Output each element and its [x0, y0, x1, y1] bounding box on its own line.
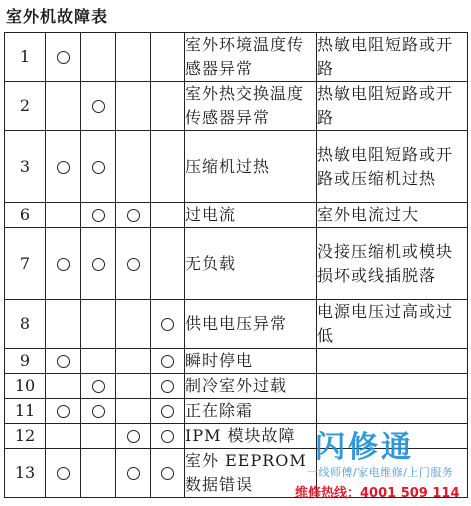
fault-name: 室外环境温度传感器异常: [185, 33, 317, 82]
led-cell: [46, 33, 81, 82]
led-on-icon: [57, 355, 70, 368]
led-on-icon: [92, 405, 105, 418]
led-cell: [46, 228, 81, 300]
led-on-icon: [57, 51, 70, 64]
fault-name: 供电电压异常: [185, 300, 317, 349]
led-cell: [81, 203, 116, 228]
led-cell: [151, 203, 185, 228]
fault-code: 9: [5, 349, 46, 374]
table-title: 室外机故障表: [6, 7, 109, 26]
led-cell: [151, 399, 185, 424]
fault-code: 10: [5, 374, 46, 399]
led-on-icon: [92, 209, 105, 222]
led-on-icon: [161, 430, 174, 443]
fault-name: 无负载: [185, 228, 317, 300]
fault-code: 7: [5, 228, 46, 300]
fault-code: 13: [5, 449, 46, 498]
led-cell: [116, 131, 151, 203]
led-on-icon: [127, 209, 140, 222]
led-on-icon: [161, 318, 174, 331]
led-cell: [46, 349, 81, 374]
led-cell: [151, 349, 185, 374]
led-cell: [116, 203, 151, 228]
fault-code: 6: [5, 203, 46, 228]
led-cell: [81, 374, 116, 399]
fault-code: 8: [5, 300, 46, 349]
fault-code: 2: [5, 82, 46, 131]
led-cell: [46, 424, 81, 449]
led-cell: [116, 374, 151, 399]
led-cell: [81, 300, 116, 349]
led-cell: [151, 300, 185, 349]
fault-code: 3: [5, 131, 46, 203]
fault-name: 室外热交换温度传感器异常: [185, 82, 317, 131]
led-cell: [116, 399, 151, 424]
fault-cause: 电源电压过高或过低: [317, 300, 468, 349]
led-on-icon: [92, 161, 105, 174]
led-on-icon: [92, 258, 105, 271]
fault-name: 正在除霜: [185, 399, 317, 424]
fault-code: 11: [5, 399, 46, 424]
table-row: [5, 228, 468, 300]
led-cell: [116, 228, 151, 300]
led-cell: [46, 374, 81, 399]
table-row: [5, 33, 468, 82]
led-cell: [151, 131, 185, 203]
led-cell: [46, 449, 81, 498]
led-on-icon: [161, 355, 174, 368]
led-cell: [46, 203, 81, 228]
fault-cause: [317, 349, 468, 374]
led-cell: [46, 82, 81, 131]
led-on-icon: [92, 100, 105, 113]
fault-cause: 热敏电阻短路或开路: [317, 82, 468, 131]
fault-code: 12: [5, 424, 46, 449]
led-on-icon: [57, 258, 70, 271]
led-on-icon: [161, 380, 174, 393]
led-cell: [151, 82, 185, 131]
fault-name: 室外 EEPROM 数据错误: [185, 449, 317, 498]
led-cell: [151, 228, 185, 300]
fault-code: 1: [5, 33, 46, 82]
led-cell: [151, 424, 185, 449]
led-cell: [81, 131, 116, 203]
led-on-icon: [57, 467, 70, 480]
fault-cause: [317, 374, 468, 399]
led-cell: [116, 424, 151, 449]
led-cell: [151, 33, 185, 82]
led-on-icon: [57, 161, 70, 174]
fault-cause: 室外电流过大: [317, 203, 468, 228]
table-row: [5, 349, 468, 374]
led-cell: [81, 424, 116, 449]
table-row: [5, 203, 468, 228]
fault-name: 压缩机过热: [185, 131, 317, 203]
led-cell: [46, 399, 81, 424]
led-on-icon: [161, 467, 174, 480]
led-cell: [151, 449, 185, 498]
fault-name: 过电流: [185, 203, 317, 228]
led-cell: [46, 300, 81, 349]
table-row: [5, 131, 468, 203]
led-cell: [81, 33, 116, 82]
fault-name: 制冷室外过载: [185, 374, 317, 399]
fault-cause: 热敏电阻短路或开路: [317, 33, 468, 82]
fault-name: 瞬时停电: [185, 349, 317, 374]
led-cell: [81, 82, 116, 131]
led-cell: [116, 300, 151, 349]
led-on-icon: [127, 467, 140, 480]
watermark-logo: 闪修通: [315, 430, 414, 465]
table-row: [5, 374, 468, 399]
led-on-icon: [127, 258, 140, 271]
led-on-icon: [127, 430, 140, 443]
led-cell: [81, 449, 116, 498]
led-cell: [116, 349, 151, 374]
led-on-icon: [92, 380, 105, 393]
led-cell: [116, 33, 151, 82]
table-row: [5, 300, 468, 349]
led-cell: [81, 399, 116, 424]
fault-cause: 没接压缩机或模块损坏或线插脱落: [317, 228, 468, 300]
watermark: [283, 420, 471, 506]
led-cell: [81, 349, 116, 374]
led-on-icon: [57, 405, 70, 418]
led-cell: [116, 82, 151, 131]
led-cell: [116, 449, 151, 498]
led-cell: [81, 228, 116, 300]
watermark-tagline: 一线师傅/家电维修/上门服务: [307, 466, 454, 479]
fault-cause: 热敏电阻短路或开路或压缩机过热: [317, 131, 468, 203]
led-cell: [151, 374, 185, 399]
table-row: [5, 82, 468, 131]
led-cell: [46, 131, 81, 203]
fault-name: IPM 模块故障: [185, 424, 317, 449]
led-on-icon: [161, 405, 174, 418]
watermark-hotline: 维修热线：4001 509 114: [295, 486, 460, 501]
